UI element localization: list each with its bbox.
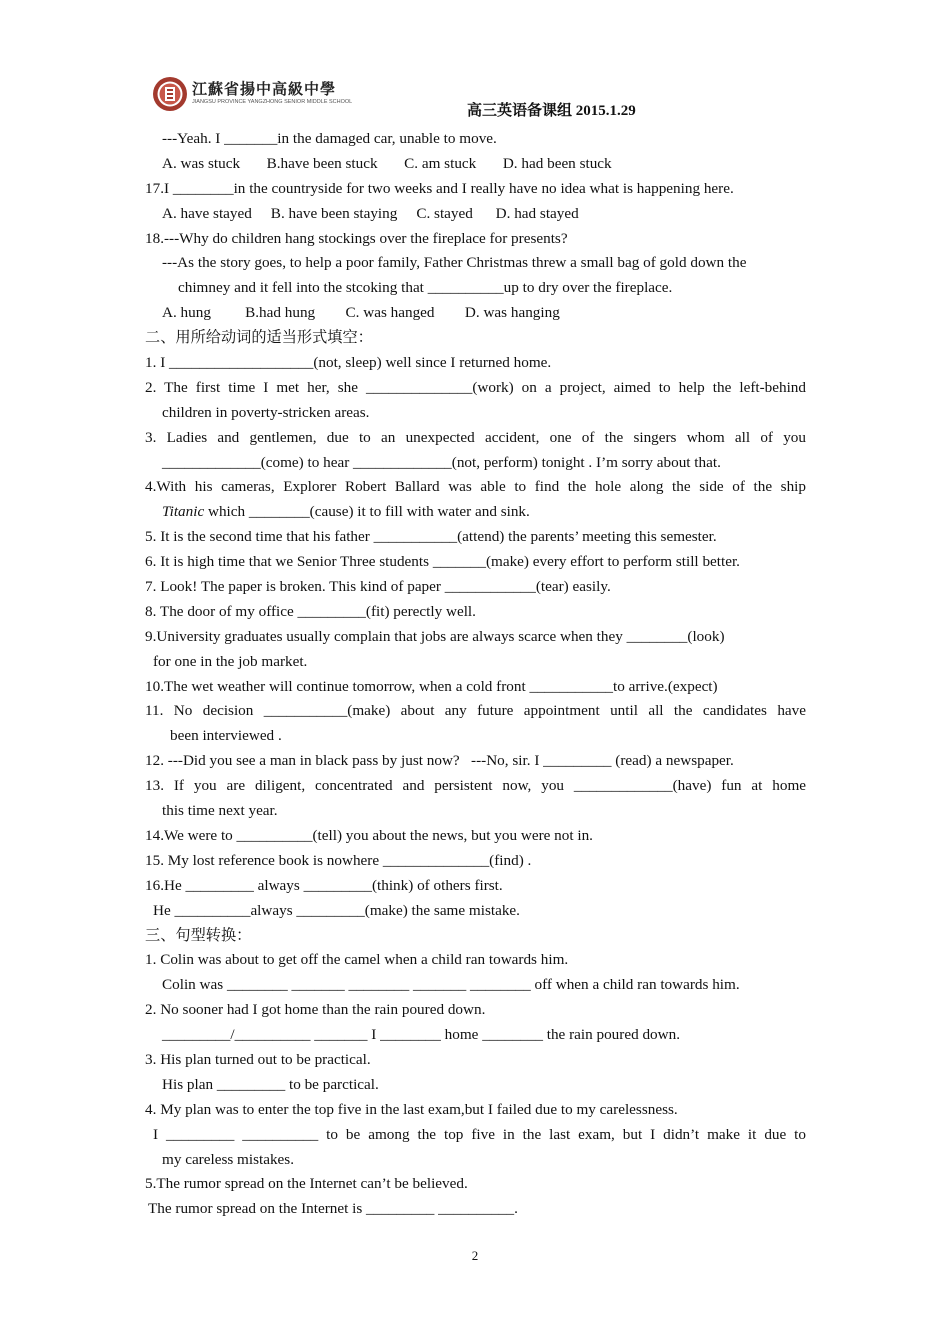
section-heading: 二、用所给动词的适当形式填空： — [145, 329, 373, 347]
question-line: 1. Colin was about to get off the camel when a child ran towards him. — [145, 951, 569, 969]
question-line: ---Yeah. I _______in the damaged car, unable to move. — [162, 130, 497, 147]
question-line: 11. No decision ___________(make) about any future appointment until all the candidates have — [145, 702, 806, 720]
italic-ship-name: Titanic — [162, 503, 205, 521]
question-line: for one in the job market. — [153, 652, 308, 670]
question-line-text: which ________(cause) it to fill with water and sink. — [208, 503, 530, 521]
question-line: 10.The wet weather will continue tomorrow, when a cold front ___________to arrive.(expect) — [145, 677, 718, 695]
question-line: been interviewed . — [170, 727, 282, 745]
question-line: my careless mistakes. — [162, 1150, 295, 1168]
question-line: 6. It is high time that we Senior Three students _______(make) every effort to perform still better. — [145, 553, 740, 571]
question-line: 7. Look! The paper is broken. This kind of paper ____________(tear) easily. — [145, 578, 611, 596]
question-line: 3. Ladies and gentlemen, due to an unexpected accident, one of the singers whom all of you — [145, 428, 806, 446]
question-line: 1. I ___________________(not, sleep) well since I returned home. — [145, 354, 552, 372]
question-line: this time next year. — [162, 802, 278, 820]
question-line: 15. My lost reference book is nowhere ______________(find) . — [145, 851, 532, 869]
question-line: 5. It is the second time that his father ___________(attend) the parents’ meeting this semester. — [145, 528, 717, 546]
question-line: 14.We were to __________(tell) you about the news, but you were not in. — [145, 826, 593, 844]
section-heading: 三、句型转换： — [145, 926, 252, 944]
question-line: 3. His plan turned out to be practical. — [145, 1050, 371, 1068]
school-seal-icon — [152, 76, 188, 112]
question-line: ---As the story goes, to help a poor family, Father Christmas threw a small bag of gold down the — [162, 254, 747, 272]
question-line — [145, 500, 806, 525]
question-line: children in poverty-stricken areas. — [162, 403, 370, 421]
question-line: 2. The first time I met her, she ______________(work) on a project, aimed to help the left-behind — [145, 378, 806, 396]
school-name-english: JIANGSU PROVINCE YANGZHONG SENIOR MIDDLE SCHOOL — [192, 99, 353, 105]
question-line: 16.He _________ always _________(think) of others first. — [145, 876, 503, 894]
answer-options: A. was stuck B.have been stuck C. am stuck D. had been stuck — [162, 154, 612, 172]
question-line: 17.I ________in the countryside for two weeks and I really have no idea what is happening here. — [145, 179, 734, 197]
question-line: 8. The door of my office _________(fit) perectly well. — [145, 602, 476, 620]
question-line: 13. If you are diligent, concentrated and persistent now, you _____________(have) fun at home — [145, 777, 806, 795]
question-line: 2. No sooner had I got home than the rain poured down. — [145, 1001, 486, 1019]
question-line: 9.University graduates usually complain that jobs are always scarce when they ________(look) — [145, 627, 725, 645]
school-logo — [152, 74, 353, 114]
answer-options: A. hung B.had hung C. was hanged D. was hanging — [162, 304, 560, 322]
page-number: 2 — [471, 1248, 479, 1263]
question-line: 4.With his cameras, Explorer Robert Ballard was able to find the hole along the side of the ship — [145, 478, 806, 496]
question-line: 12. ---Did you see a man in black pass by just now? ---No, sir. I _________ (read) a newspaper. — [145, 752, 734, 770]
question-line: _________/__________ _______ I ________ home ________ the rain poured down. — [162, 1026, 681, 1044]
question-line: The rumor spread on the Internet is _________ __________. — [148, 1200, 518, 1218]
worksheet-body — [145, 127, 806, 1222]
question-line: _____________(come) to hear _____________(not, perform) tonight . I’m sorry about that. — [162, 453, 721, 471]
question-line: I _________ __________ to be among the top five in the last exam, but I didn’t make it due to — [153, 1125, 806, 1143]
answer-options: A. have stayed B. have been staying C. stayed D. had stayed — [162, 204, 579, 222]
question-line: 4. My plan was to enter the top five in the last exam,but I failed due to my carelessness. — [145, 1100, 678, 1118]
question-line: His plan _________ to be parctical. — [162, 1075, 379, 1093]
question-line: 18.---Why do children hang stockings over the fireplace for presents? — [145, 229, 568, 247]
question-line: Colin was ________ _______ ________ _______ ________ off when a child ran towards him. — [162, 976, 740, 994]
school-name: 江蘇省揚中高級中學 — [192, 82, 337, 98]
question-line: He __________always _________(make) the same mistake. — [153, 901, 520, 919]
question-line: chimney and it fell into the stcoking that __________up to dry over the fireplace. — [178, 279, 673, 297]
lesson-group-date: 高三英语备课组 2015.1.29 — [467, 103, 636, 119]
question-line: 5.The rumor spread on the Internet can’t be believed. — [145, 1175, 468, 1193]
